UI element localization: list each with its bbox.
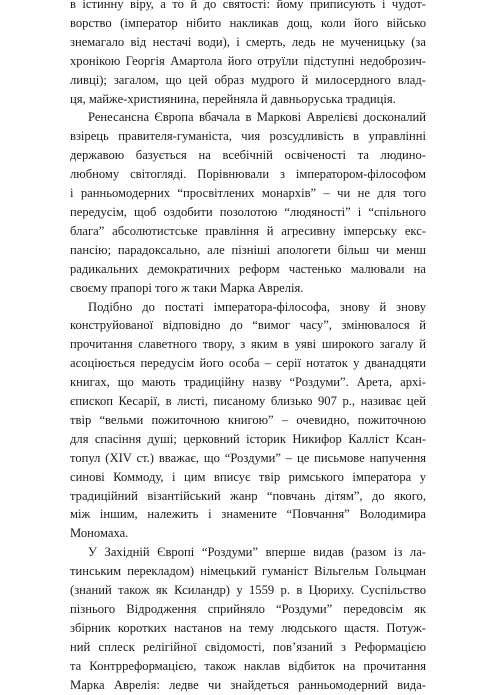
text-line: Мономаха. [70, 526, 129, 541]
text-line: прочитання славетного твору, з яким в уяві широкого загалу й [70, 337, 426, 352]
text-line: знемагало від нестачі води), і смерть, ледь не мученицьку (за [70, 34, 426, 49]
text-line: топул (XIV ст.) вважає, що “Роздуми” – це письмове напучення [70, 450, 426, 465]
text-line: державою базується на всебічній освіченості та людино- [70, 148, 426, 163]
text-line: взірець правителя-гуманіста, чия розсудливість в управлінні [70, 129, 426, 144]
paragraph [70, 298, 426, 544]
text-line: Ренесансна Європа вбачала в Маркові Аврелієві досконалий [88, 110, 426, 125]
text-line: тинським перекладом) німецький гуманіст Вільгельм Гольцман [70, 564, 426, 579]
text-line: традиційний візантійський жанр “повчань дітям”, до якого, [70, 488, 426, 503]
text-line: (знаний також як Ксиландр) у 1559 р. в Цюриху. Суспільство [70, 583, 426, 598]
text-line: блага” абсолютистське правління й агресивну імперську екс- [70, 223, 426, 238]
body-text [70, 0, 426, 695]
text-line: своєму прапорі того ж таки Марка Аврелія. [70, 280, 304, 295]
paragraph [70, 0, 426, 108]
text-line: та Контрреформацією, також наклав відбиток на прочитання [70, 658, 426, 673]
text-line: асоціюється передусім його особа – серії нотаток у дванадцяти [70, 356, 426, 371]
text-line: для спасіння душі; церковний історик Никифор Калліст Ксан- [70, 431, 426, 446]
text-line: твір “вельми пожиточною книгою” – очевидно, пожиточною [70, 412, 426, 427]
text-line: Марка Аврелія: ледве чи знайдеться ранньомодерний вида- [70, 677, 426, 692]
text-line: ця, майже-християнина, перейняла й давньоруська традиція. [70, 91, 396, 106]
text-line: хронікою Георгія Амартола його отруїли підступні недоброзич- [70, 53, 426, 68]
text-line: між іншим, належить і знамените “Повчання” Володимира [70, 507, 426, 522]
text-line: У Західній Європі “Роздуми” вперше видав (разом із ла- [88, 545, 426, 560]
text-line: в істинну віру, а то й до святості: йому приписують і чудот- [70, 0, 426, 11]
paragraph [70, 543, 426, 694]
text-line: конструйованої відповідно до “вимог часу”, змінювалося й [70, 318, 426, 333]
text-line: передусім, щоб оздобити позолотою “людяності” і “спільного [70, 204, 426, 219]
text-line: радикальних демократичних реформ частенько малювали на [70, 261, 426, 276]
text-line: пансію; парадоксально, але пізніші апологети більш чи менш [70, 242, 426, 257]
text-line: любному світогляді. Порівнювали з імператором-філософом [70, 167, 426, 182]
text-line: єпископ Кесарії, в листі, писаному близько 907 р., називає цей [70, 394, 426, 409]
text-line: і ранньомодерних “просвітлених монархів” – чи не для того [70, 186, 426, 201]
text-line: синові Коммоду, і цим вписує твір римського імператора у [70, 469, 426, 484]
text-line: ворство (імператор нібито накликав дощ, коли його військо [70, 15, 426, 30]
paragraph [70, 108, 426, 297]
text-line: пізнього Відродження сприйняло “Роздуми” передовсім як [70, 602, 426, 616]
text-line: ливці); загалом, що цей образ мудрого й милосердного влад- [70, 72, 426, 87]
text-line: книгах, що мають традиційну назву “Роздуми”. Арета, архі- [70, 375, 426, 390]
text-line: ний сплеск релігійної свідомості, пов’язаний з Реформацією [70, 639, 426, 654]
text-line: Подібно до постаті імператора-філософа, знову й знову [88, 299, 426, 314]
text-line: збірник коротких настанов на тему людського щастя. Потуж- [70, 620, 426, 635]
